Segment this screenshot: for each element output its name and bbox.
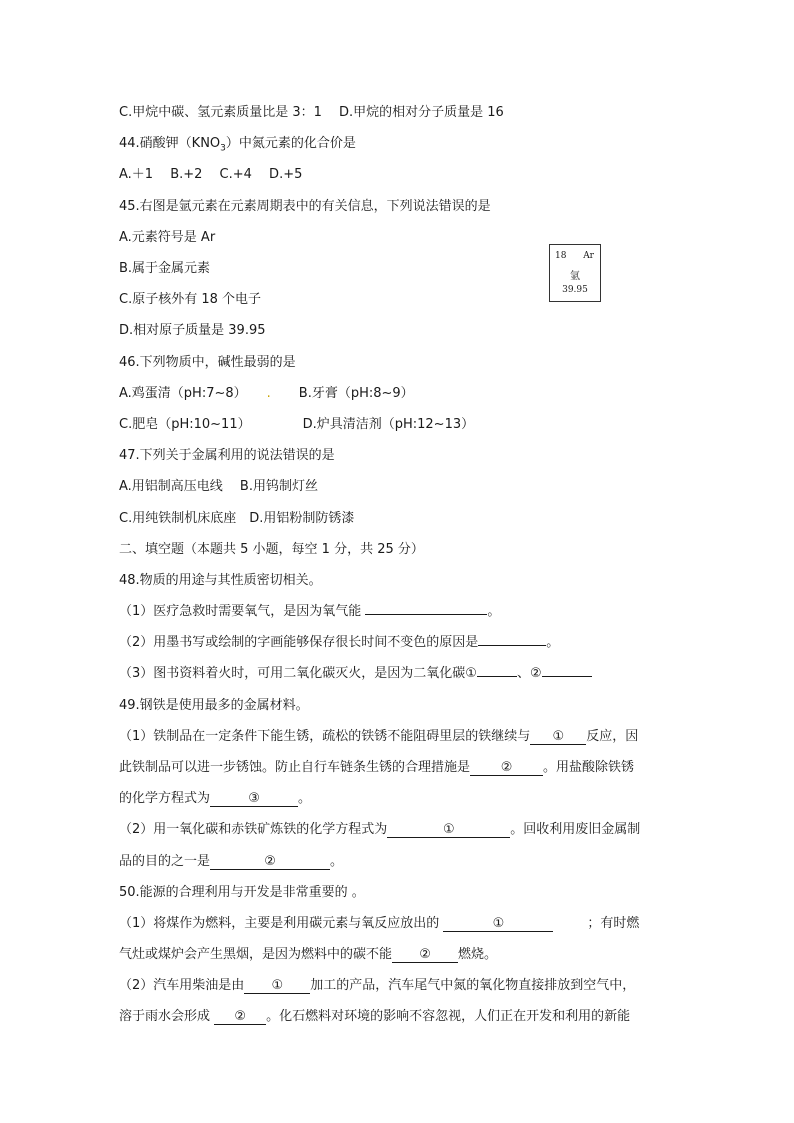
answer-blank[interactable]: ① [387, 822, 510, 838]
question-48: 48.物质的用途与其性质密切相关。 [119, 573, 322, 588]
question-49-line-5 [119, 853, 343, 871]
question-50-line-2 [119, 946, 497, 964]
question-46: 46.下列物质中，碱性最弱的是 [119, 355, 296, 370]
question-45-option-d: D.相对原子质量是 39.95 [119, 323, 266, 338]
question-45-option-b: B.属于金属元素 [119, 261, 211, 276]
question-text: 燃烧。 [458, 947, 498, 962]
question-text: 。化石燃料对环境的影响不容忽视，人们正在开发和利用的新能 [266, 1009, 631, 1024]
question-text: 、② [516, 666, 542, 681]
question-49: 49.钢铁是使用最多的金属材料。 [119, 698, 309, 713]
question-47-options-cd: C.用纯铁制机床底座 D.用铝粉制防锈漆 [119, 511, 355, 526]
question-45-option-a: A.元素符号是 Ar [119, 230, 216, 245]
question-44-text-end: ）中氮元素的化合价是 [225, 136, 356, 151]
question-44-text: 44.硝酸钾（KNO [119, 136, 221, 151]
question-text: 的化学方程式为 [119, 791, 211, 806]
question-text: 品的目的之一是 [119, 854, 211, 869]
question-text: ；有时燃 [587, 916, 640, 931]
section-2-heading: 二、填空题（本题共 5 小题，每空 1 分，共 25 分） [119, 542, 424, 557]
question-47: 47.下列关于金属利用的说法错误的是 [119, 448, 335, 463]
question-49-line-3 [119, 790, 311, 808]
question-49-line-4 [119, 821, 640, 839]
answer-blank[interactable]: ① [443, 916, 553, 932]
question-text: 。 [487, 604, 501, 619]
atomic-number: 18 [555, 251, 567, 261]
question-48-part-2 [119, 634, 559, 652]
answer-blank[interactable]: ① [244, 978, 310, 994]
question-text: 此铁制品可以进一步锈蚀。防止自行车链条生锈的合理措施是 [119, 760, 471, 775]
answer-blank[interactable]: ① [530, 729, 586, 745]
subscript: 3 [220, 143, 226, 154]
atomic-mass: 39.95 [562, 285, 588, 295]
stray-mark: . [266, 386, 271, 401]
question-46-option-a: A.鸡蛋清（pH:7~8） [119, 386, 247, 401]
question-text: 。用盐酸除铁锈 [543, 760, 635, 775]
answer-blank[interactable] [478, 645, 546, 646]
option-line-c-d: C.甲烷中碳、氢元素质量比是 3：1 D.甲烷的相对分子质量是 16 [119, 105, 504, 120]
question-44 [119, 135, 356, 158]
question-text: 反应，因 [586, 729, 639, 744]
answer-blank[interactable] [542, 676, 592, 677]
question-45-option-c: C.原子核外有 18 个电子 [119, 292, 262, 307]
question-text: 。 [546, 635, 560, 650]
question-46-option-d: D.炉具清洁剂（pH:12~13） [302, 417, 475, 432]
question-46-options-cd [119, 416, 474, 434]
element-name: 氩 [570, 271, 580, 282]
question-text: （2）汽车用柴油是由 [119, 978, 245, 993]
answer-blank[interactable]: ② [392, 947, 458, 963]
question-text: （1）将煤作为燃料，主要是利用碳元素与氧反应放出的 [119, 916, 444, 931]
question-text: 加工的产品，汽车尾气中氮的氧化物直接排放到空气中， [310, 978, 636, 993]
question-48-part-1 [119, 603, 500, 621]
question-46-option-b: B.牙膏（pH:8~9） [298, 386, 414, 401]
question-text: 。回收利用废旧金属制 [510, 822, 641, 837]
question-50-line-3 [119, 977, 635, 995]
answer-blank[interactable] [365, 614, 487, 615]
question-text: 。 [298, 791, 312, 806]
question-49-line-1 [119, 728, 638, 746]
question-50-line-4 [119, 1008, 630, 1026]
question-text: （2）用墨书写或绘制的字画能够保存很长时间不变色的原因是 [119, 635, 479, 650]
question-46-options-ab [119, 385, 414, 403]
question-49-line-2 [119, 759, 634, 777]
question-text: （1）医疗急救时需要氧气，是因为氧气能 [119, 604, 366, 619]
question-text: 气灶或煤炉会产生黑烟，是因为燃料中的碳不能 [119, 947, 393, 962]
question-46-option-c: C.肥皂（pH:10~11） [119, 417, 251, 432]
question-44-options: A.＋1 B.+2 C.+4 D.+5 [119, 167, 303, 182]
question-text: （1）铁制品在一定条件下能生锈，疏松的铁锈不能阻碍里层的铁继续与 [119, 729, 531, 744]
question-50: 50.能源的合理利用与开发是非常重要的 。 [119, 885, 365, 900]
question-text: 。 [330, 854, 344, 869]
question-text: （3）图书资料着火时，可用二氧化碳灭火，是因为二氧化碳① [119, 666, 477, 681]
answer-blank[interactable] [477, 676, 517, 677]
question-text: （2）用一氧化碳和赤铁矿炼铁的化学方程式为 [119, 822, 388, 837]
question-text: 溶于雨水会形成 [119, 1009, 215, 1024]
periodic-table-card [549, 244, 601, 302]
answer-blank[interactable]: ② [214, 1009, 266, 1025]
answer-blank[interactable]: ③ [210, 791, 298, 807]
element-symbol: Ar [583, 251, 594, 261]
question-45: 45.右图是氩元素在元素周期表中的有关信息，下列说法错误的是 [119, 199, 491, 214]
question-50-line-1 [119, 915, 639, 933]
answer-blank[interactable]: ② [210, 854, 330, 870]
question-47-options-ab: A.用铝制高压电线 B.用钨制灯丝 [119, 479, 318, 494]
question-48-part-3 [119, 665, 592, 683]
answer-blank[interactable]: ② [470, 760, 543, 776]
